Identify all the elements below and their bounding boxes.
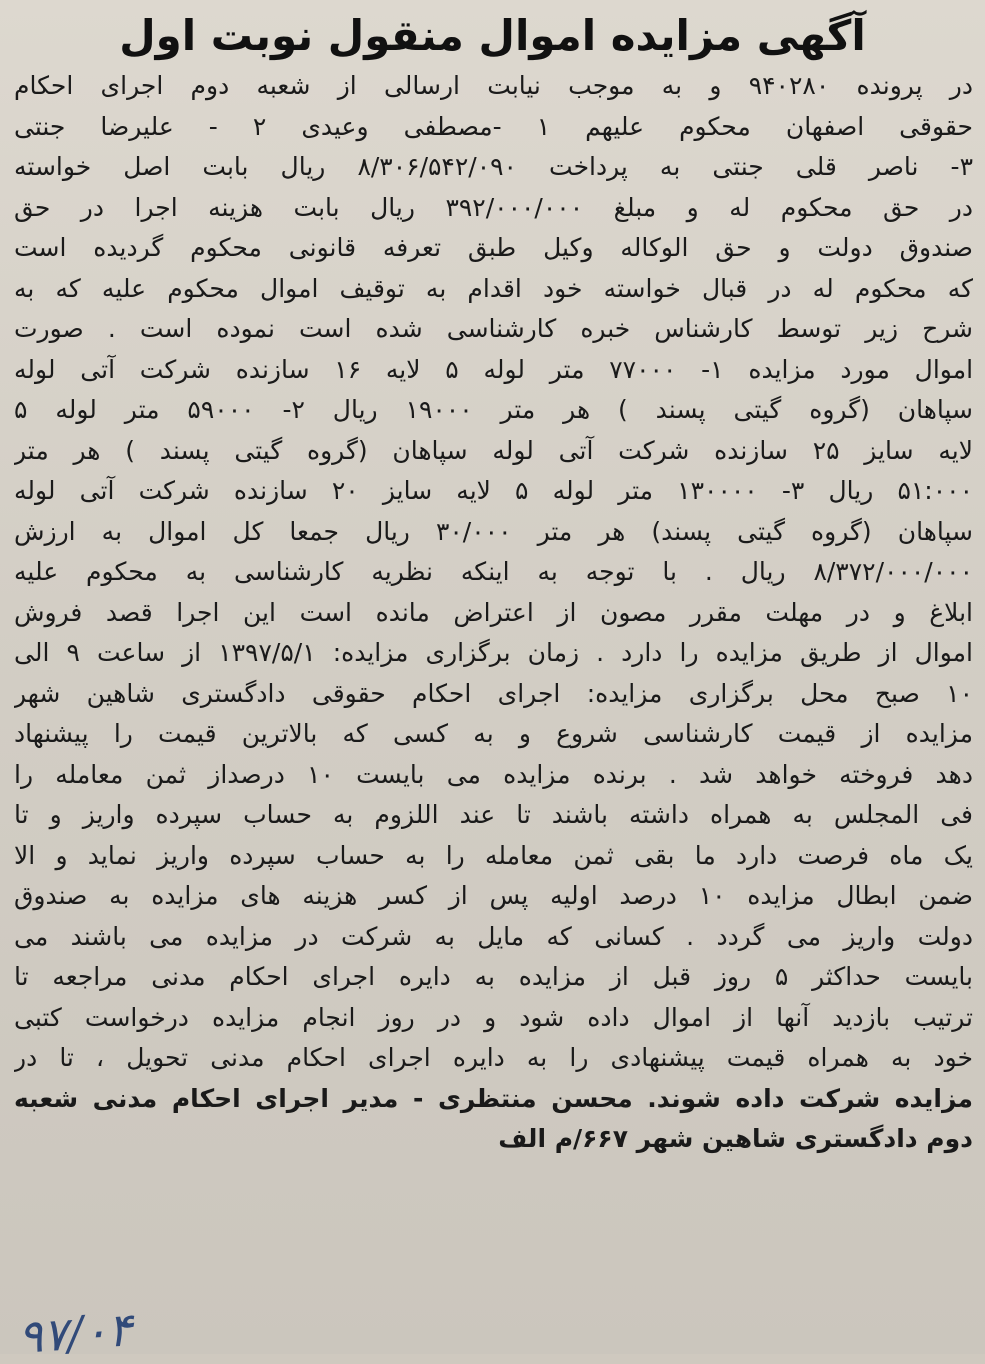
reference-line: دوم دادگستری شاهین شهر ۶۶۷/م الف bbox=[498, 1124, 973, 1153]
notice-line: شرح زیر توسط کارشناس خبره کارشناسی شده است نموده است . صورت bbox=[14, 314, 973, 343]
notice-line: خود به همراه قیمت پیشنهادی را به دایره اجرای احکام مدنی تحویل ، تا در bbox=[14, 1043, 973, 1072]
notice-line: حقوقی اصفهان محکوم علیهم ۱ -مصطفی وعیدی ۲ - علیرضا جنتی bbox=[14, 111, 973, 141]
handwritten-note: ۹۷/۰۴ bbox=[16, 1302, 135, 1364]
notice-line: که محکوم له در قبال خواسته خود اقدام به توقیف اموال محکوم علیه که به bbox=[14, 273, 973, 303]
signatory-line: مزایده شرکت داده شوند. محسن منتظری - مدیر اجرای احکام مدنی شعبه bbox=[14, 1083, 973, 1113]
notice-line: در پرونده ۹۴۰۲۸۰ و به موجب نیابت ارسالی از شعبه دوم اجرای احکام bbox=[14, 71, 973, 100]
notice-line: ۱۰ صبح محل برگزاری مزایده: اجرای احکام حقوقی دادگستری شاهین شهر bbox=[14, 678, 973, 708]
notice-line: لایه سایز ۲۵ سازنده شرکت آتی لوله سپاهان (گروه گیتی پسند ) هر متر bbox=[14, 435, 973, 465]
notice-line: اموال مورد مزایده ۱- ۷۷۰۰۰ متر لوله ۵ لایه ۱۶ سازنده شرکت آتی لوله bbox=[14, 354, 973, 384]
notice-line: سپاهان (گروه گیتی پسند ) هر متر ۱۹۰۰۰ ریال ۲- ۵۹۰۰۰ متر لوله ۵ bbox=[14, 395, 973, 424]
notice-line: یک ماه فرصت دارد ما بقی ثمن معامله را به حساب سپرده واریز نماید و الا bbox=[14, 840, 973, 870]
notice-line: مزایده از قیمت کارشناسی شروع و به کسی که بالاترین قیمت را پیشنهاد bbox=[14, 719, 973, 748]
notice-line: ابلاغ و در مهلت مقرر مصون از اعتراض مانده است این اجرا قصد فروش bbox=[14, 597, 973, 627]
notice-line: ۸/۳۷۲/۰۰۰/۰۰۰ ریال . با توجه به اینکه نظریه کارشناسی به محکوم علیه bbox=[14, 557, 973, 586]
notice-line: ضمن ابطال مزایده ۱۰ درصد اولیه پس از کسر هزینه های مزایده به صندوق bbox=[14, 881, 973, 910]
notice-line: سپاهان (گروه گیتی پسند) هر متر ۳۰/۰۰۰ ریال جمعا کل اموال به ارزش bbox=[14, 516, 973, 546]
notice-line: صندوق دولت و حق الوکاله وکیل طبق تعرفه قانونی محکوم گردیده است bbox=[14, 233, 973, 262]
notice-title: آگهی مزایده اموال منقول نوبت اول bbox=[119, 11, 866, 60]
notice-line: در حق محکوم له و مبلغ ۳۹۲/۰۰۰/۰۰۰ ریال بابت هزینه اجرا در حق bbox=[14, 192, 973, 222]
notice-line: بایست حداکثر ۵ روز قبل از مزایده به دایره اجرای احکام مدنی مراجعه تا bbox=[14, 962, 973, 991]
notice-line: ۳- ناصر قلی جنتی به پرداخت ۸/۳۰۶/۵۴۲/۰۹۰ ریال بابت اصل خواسته bbox=[14, 152, 973, 181]
notice-line: ۵۱:۰۰۰ ریال ۳- ۱۳۰۰۰۰ متر لوله ۵ لایه سایز ۲۰ سازنده شرکت آتی لوله bbox=[14, 476, 973, 505]
notice-body bbox=[14, 66, 973, 1160]
notice-line: ترتیب بازدید آنها از اموال داده شود و در روز انجام مزایده درخواست کتبی bbox=[14, 1002, 973, 1032]
notice-line: اموال از طریق مزایده را دارد . زمان برگزاری مزایده: ۱۳۹۷/۵/۱ از ساعت ۹ الی bbox=[14, 638, 973, 667]
notice-line: دهد فروخته خواهد شد . برنده مزایده می بایست ۱۰ درصداز ثمن معامله را bbox=[14, 759, 973, 789]
notice-line: دولت واریز می گردد . کسانی که مایل به شرکت در مزایده می باشند می bbox=[14, 921, 973, 951]
notice-line: فی المجلس به همراه داشته باشند تا عند اللزوم به حساب سپرده واریز و تا bbox=[14, 800, 973, 829]
